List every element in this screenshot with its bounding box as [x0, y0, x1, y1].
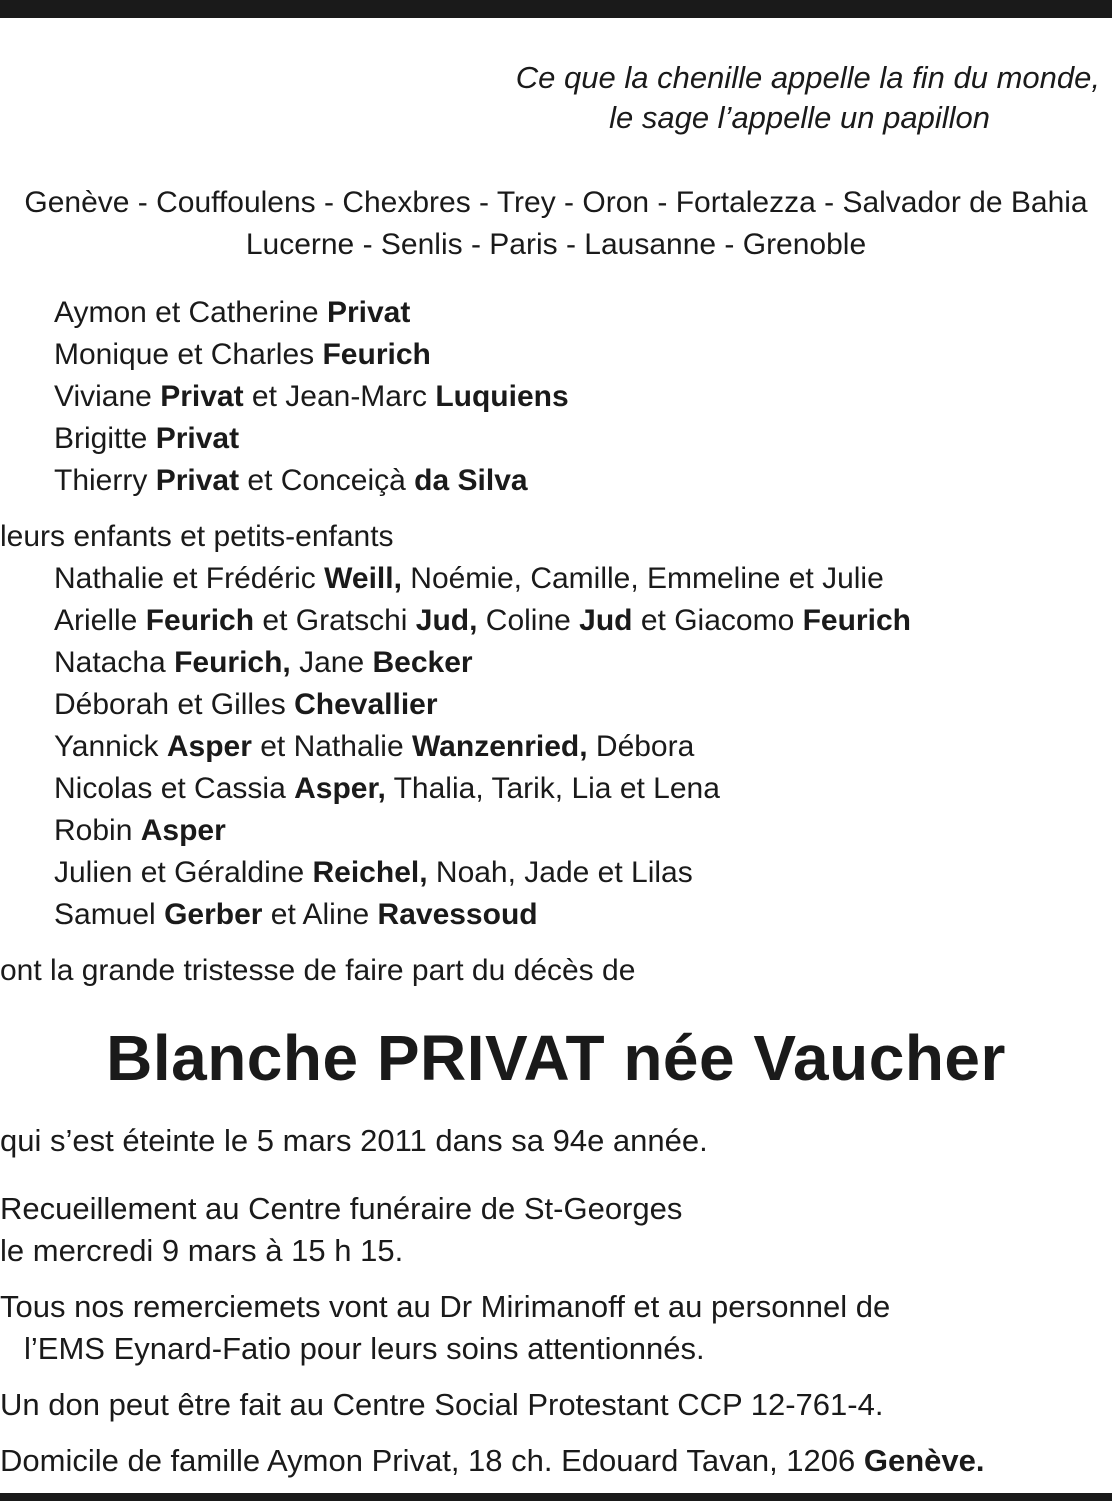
surname: Privat: [155, 464, 240, 497]
children-line: [54, 600, 1104, 642]
surname: Asper: [166, 730, 252, 763]
given-names: Monique et Charles: [54, 338, 323, 371]
surname: Becker: [372, 646, 473, 679]
given-names: Noah, Jade et Lilas: [427, 856, 693, 889]
given-names: et Gratschi: [254, 604, 416, 637]
family-line: [54, 334, 1104, 376]
children-line: [54, 852, 1104, 894]
children-line: [54, 642, 1104, 684]
ceremony-info: [0, 1188, 682, 1272]
children-line: [54, 558, 1104, 600]
given-names: et Aline: [262, 898, 378, 931]
surname: Weill,: [324, 562, 402, 595]
given-names: Thierry: [54, 464, 156, 497]
ceremony-line-1: Recueillement au Centre funéraire de St-Georges: [0, 1191, 683, 1226]
given-names: Natacha: [54, 646, 175, 679]
given-names: Noémie, Camille, Emmeline et Julie: [401, 562, 884, 595]
thanks-line-2: l’EMS Eynard-Fatio pour leurs soins attentionnés.: [24, 1331, 705, 1366]
given-names: Robin: [54, 814, 141, 847]
bottom-rule: [0, 1493, 1112, 1501]
announcement-text: ont la grande tristesse de faire part du décès de: [0, 954, 636, 987]
surname: Asper: [140, 814, 226, 847]
given-names: Brigitte: [54, 422, 156, 455]
given-names: Débora: [587, 730, 695, 763]
surname: Jud: [579, 604, 633, 637]
thanks-text: [0, 1286, 890, 1370]
given-names: Nicolas et Cassia: [54, 772, 295, 805]
surname: Gerber: [164, 898, 263, 931]
family-line: [54, 292, 1104, 334]
given-names: Arielle: [54, 604, 146, 637]
given-names: Déborah et Gilles: [54, 688, 295, 721]
family-list: [54, 292, 1104, 502]
given-names: Thalia, Tarik, Lia et Lena: [385, 772, 720, 805]
surname: Wanzenried,: [411, 730, 588, 763]
surname: Asper,: [294, 772, 386, 805]
given-names: Coline: [477, 604, 580, 637]
surname: Privat: [326, 296, 411, 329]
surname: Jud,: [415, 604, 478, 637]
given-names: et Jean-Marc: [243, 380, 436, 413]
surname: Feurich,: [174, 646, 291, 679]
children-line: [54, 684, 1104, 726]
domicile-city: Genève.: [863, 1443, 985, 1478]
given-names: Nathalie et Frédéric: [54, 562, 325, 595]
domicile-address: Domicile de famille Aymon Privat, 18 ch. Edouard Tavan, 1206: [0, 1443, 864, 1478]
epigraph-quote: [400, 58, 1100, 138]
given-names: Julien et Géraldine: [54, 856, 313, 889]
children-line: [54, 894, 1104, 936]
surname: da Silva: [414, 464, 528, 497]
children-intro: leurs enfants et petits-enfants: [0, 520, 394, 553]
surname: Ravessoud: [377, 898, 538, 931]
given-names: Jane: [290, 646, 373, 679]
donation-text: Un don peut être fait au Centre Social Protestant CCP 12-761-4.: [0, 1387, 884, 1422]
given-names: Aymon et Catherine: [54, 296, 327, 329]
children-line: [54, 768, 1104, 810]
quote-line-2: le sage l’appelle un papillon: [609, 100, 990, 135]
children-line: [54, 810, 1104, 852]
places-line-1: Genève - Couffoulens - Chexbres - Trey - Oron - Fortalezza - Salvador de Bahia: [24, 186, 1088, 219]
surname: Privat: [155, 422, 240, 455]
death-info: qui s’est éteinte le 5 mars 2011 dans sa 94e année.: [0, 1123, 708, 1158]
surname: Luquiens: [435, 380, 569, 413]
surname: Chevallier: [294, 688, 438, 721]
given-names: Samuel: [54, 898, 165, 931]
surname: Feurich: [145, 604, 255, 637]
family-line: [54, 418, 1104, 460]
family-line: [54, 460, 1104, 502]
deceased-name: Blanche PRIVAT née Vaucher: [106, 1022, 1006, 1094]
surname: Feurich: [322, 338, 431, 371]
children-list: [54, 558, 1104, 936]
quote-line-1: Ce que la chenille appelle la fin du monde,: [515, 60, 1100, 95]
given-names: et Conceiçà: [239, 464, 415, 497]
domicile-text: [0, 1440, 985, 1482]
ceremony-line-2: le mercredi 9 mars à 15 h 15.: [0, 1233, 404, 1268]
given-names: Yannick: [54, 730, 167, 763]
top-rule: [0, 0, 1112, 18]
children-line: [54, 726, 1104, 768]
given-names: et Nathalie: [251, 730, 412, 763]
family-line: [54, 376, 1104, 418]
thanks-line-1: Tous nos remerciemets vont au Dr Mirimanoff et au personnel de: [0, 1289, 891, 1324]
given-names: et Giacomo: [632, 604, 803, 637]
surname: Feurich: [802, 604, 911, 637]
surname: Reichel,: [312, 856, 428, 889]
given-names: Viviane: [54, 380, 161, 413]
places-list: [0, 182, 1112, 266]
places-line-2: Lucerne - Senlis - Paris - Lausanne - Grenoble: [245, 228, 867, 261]
surname: Privat: [160, 380, 244, 413]
